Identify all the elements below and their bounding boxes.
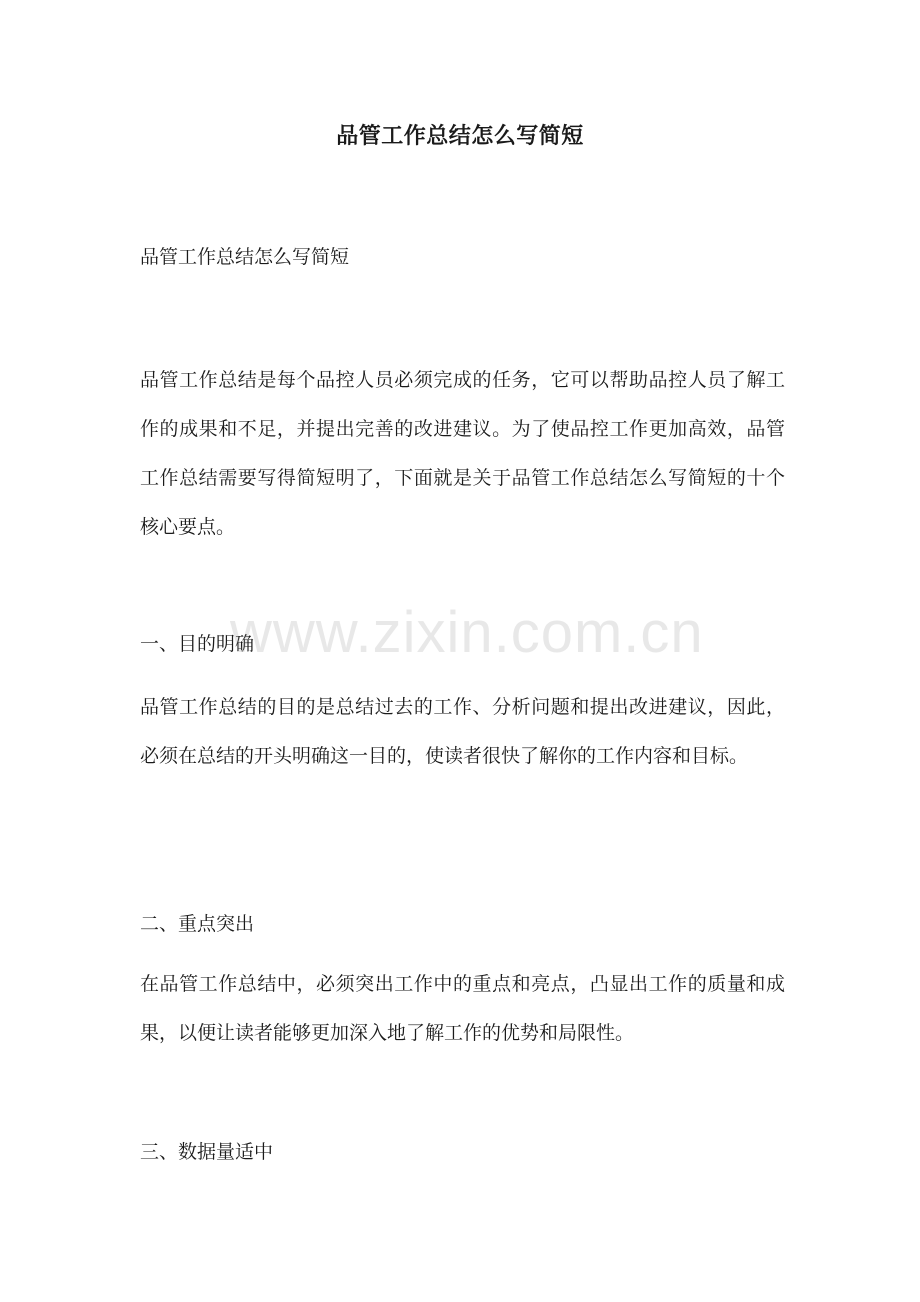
section-heading-2: 二、重点突出 xyxy=(140,913,255,935)
section-heading-1: 一、目的明确 xyxy=(140,633,255,655)
document-subtitle: 品管工作总结怎么写简短 xyxy=(140,246,350,268)
intro-paragraph: 品管工作总结是每个品控人员必须完成的任务，它可以帮助品控人员了解工作的成果和不足，并提出完善的改进建议。为了使品控工作更加高效，品管工作总结需要写得简短明了，下面就是关于品管工作总结怎么写简短的十个核心要点。 xyxy=(140,369,785,538)
document-title: 品管工作总结怎么写简短 xyxy=(336,123,584,149)
section-body-1: 品管工作总结的目的是总结过去的工作、分析问题和提出改进建议，因此，必须在总结的开头明确这一目的，使读者很快了解你的工作内容和目标。 xyxy=(140,696,785,767)
watermark: www.zixin.com.cn xyxy=(230,600,704,665)
section-body-2: 在品管工作总结中，必须突出工作中的重点和亮点，凸显出工作的质量和成果，以便让读者能够更加深入地了解工作的优势和局限性。 xyxy=(140,973,785,1044)
section-heading-3: 三、数据量适中 xyxy=(140,1141,274,1163)
